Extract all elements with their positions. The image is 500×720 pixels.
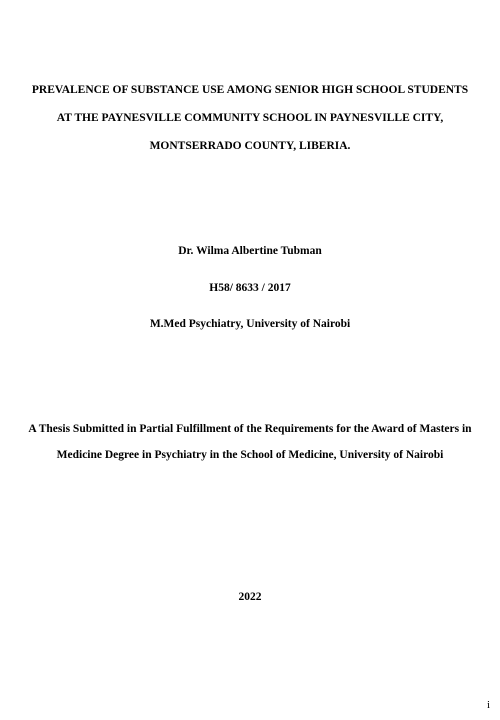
- title-line-3: MONTSERRADO COUNTY, LIBERIA.: [149, 140, 351, 152]
- title-line-2: AT THE PAYNESVILLE COMMUNITY SCHOOL IN PAYNESVILLE CITY,: [56, 112, 444, 124]
- page-number: i: [486, 699, 490, 711]
- degree-program: M.Med Psychiatry, University of Nairobi: [149, 318, 351, 330]
- author-name: Dr. Wilma Albertine Tubman: [178, 245, 322, 257]
- statement-line-2: Medicine Degree in Psychiatry in the School of Medicine, University of Nairobi: [56, 449, 444, 461]
- statement-line-1: A Thesis Submitted in Partial Fulfillment of the Requirements for the Award of Masters in: [28, 423, 472, 435]
- title-line-1: PREVALENCE OF SUBSTANCE USE AMONG SENIOR HIGH SCHOOL STUDENTS: [31, 84, 469, 96]
- submission-year: 2022: [238, 591, 262, 603]
- registration-number: H58/ 8633 / 2017: [209, 282, 291, 294]
